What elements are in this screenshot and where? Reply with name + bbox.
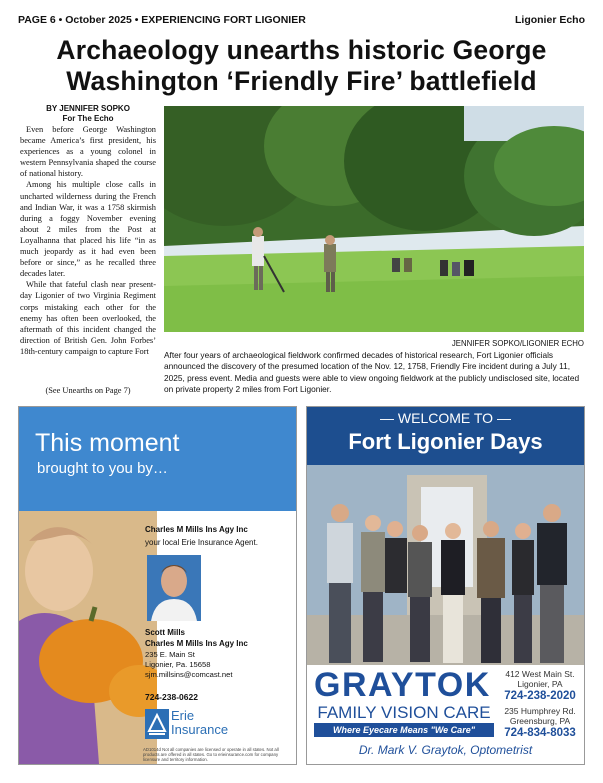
agent-tagline: your local Erie Insurance Agent. [145,538,258,547]
location-street: 412 West Main St. [505,669,575,679]
byline-org: For The Echo [62,114,114,123]
doctor-name: Dr. Mark V. Graytok, Optometrist [358,743,533,757]
article-photo [164,106,584,332]
erie-logo-icon [145,709,169,739]
ad-headline: This moment [35,429,180,457]
article-body [20,124,156,357]
page-header [18,14,585,26]
ad-fine-print: AD1014d Not all companies are licensed or operate in all states. Not all products are offered in all states. Go to erieinsurance.com for company licensure and territory information. [143,747,279,762]
agent-agency: Charles M Mills Ins Agy Inc [145,639,248,648]
location-greensburg [497,706,583,726]
location-phone[interactable]: 724-238-2020 [504,690,576,702]
headline-line-2: Washington ‘Friendly Fire’ battlefield [66,66,537,96]
agent-name: Scott Mills [145,628,186,637]
article-paragraph: Among his multiple close calls in uncharted wilderness during the French and Indian War, it was a 1758 skirmish during a foggy November evening about 2 miles from the Post at Loyalhanna that placed his life “in as much jeopardy as it had even been before or since,” as he recalled three decades later. [20,180,156,279]
page-info: PAGE 6 • October 2025 • EXPERIENCING FORT LIGONIER [18,14,306,26]
location-city: Ligonier, PA [517,679,563,689]
location-phone[interactable]: 724-834-8033 [504,727,576,739]
ad-welcome: — WELCOME TO — [380,410,511,426]
address-line: Ligonier, Pa. 15658 [145,660,211,669]
ad-subheadline: brought to you by… [37,460,168,477]
byline [18,104,158,124]
erie-insurance-ad[interactable] [18,406,297,765]
erie-logo-text [171,709,228,737]
agent-email[interactable]: sjm.millsins@comcast.net [145,670,233,679]
headline-line-1: Archaeology unearths historic George [56,35,547,65]
photo-credit: JENNIFER SOPKO/LIGONIER ECHO [451,339,584,348]
graytok-vision-ad[interactable] [306,406,585,765]
address-line: 235 E. Main St [145,650,195,659]
article-paragraph: Even before George Washington became America’s first president, his experiences as a young colonel in western Pennsylvania shaped the course of national history. [20,125,156,179]
business-tagline: Where Eyecare Means "We Care" [314,723,494,737]
location-city: Greensburg, PA [509,716,571,726]
byline-author: BY JENNIFER SOPKO [46,104,130,113]
agency-name: Charles M Mills Ins Agy Inc [145,525,248,534]
agent-portrait [147,555,201,621]
location-ligonier [497,669,583,689]
business-name: GRAYTOK [314,666,491,704]
agent-address [145,650,232,680]
ad-title: Fort Ligonier Days [348,429,543,454]
article-paragraph: While that fateful clash near present-day Ligonier of two Virginia Regiment corps mistaking each other for the enemy has often been overlooked, the aftermath of this incident changed the direction of British Gen. John Forbes’ 18th-century campaign to capture Fort [20,280,156,356]
agent-phone[interactable]: 724-238-0622 [145,692,198,702]
staff-group-photo [307,465,584,665]
article-headline [18,35,585,97]
location-street: 235 Humphrey Rd. [504,706,576,716]
ad-banner [19,407,296,511]
agent-contact [145,627,248,649]
erie-logo-line-1: Erie [171,708,195,723]
publication-name: Ligonier Echo [514,14,585,26]
erie-logo-line-2: Insurance [171,722,229,737]
photo-caption: After four years of archaeological fieldwork confirmed decades of historical research, Fort Ligonier officials announced the discovery of the presumed location of the Nov. 12, 1758, Friendly Fire incident during a July 11, 2025, press event. Media and guests were able to view ongoing fieldwork at the publicly undisclosed site, located on private property 2 miles from Fort Ligonier. [164,350,580,394]
child-pumpkin-photo [19,511,157,764]
business-subtitle: FAMILY VISION CARE [317,703,491,722]
continued-link[interactable]: (See Unearths on Page 7) [45,386,131,395]
